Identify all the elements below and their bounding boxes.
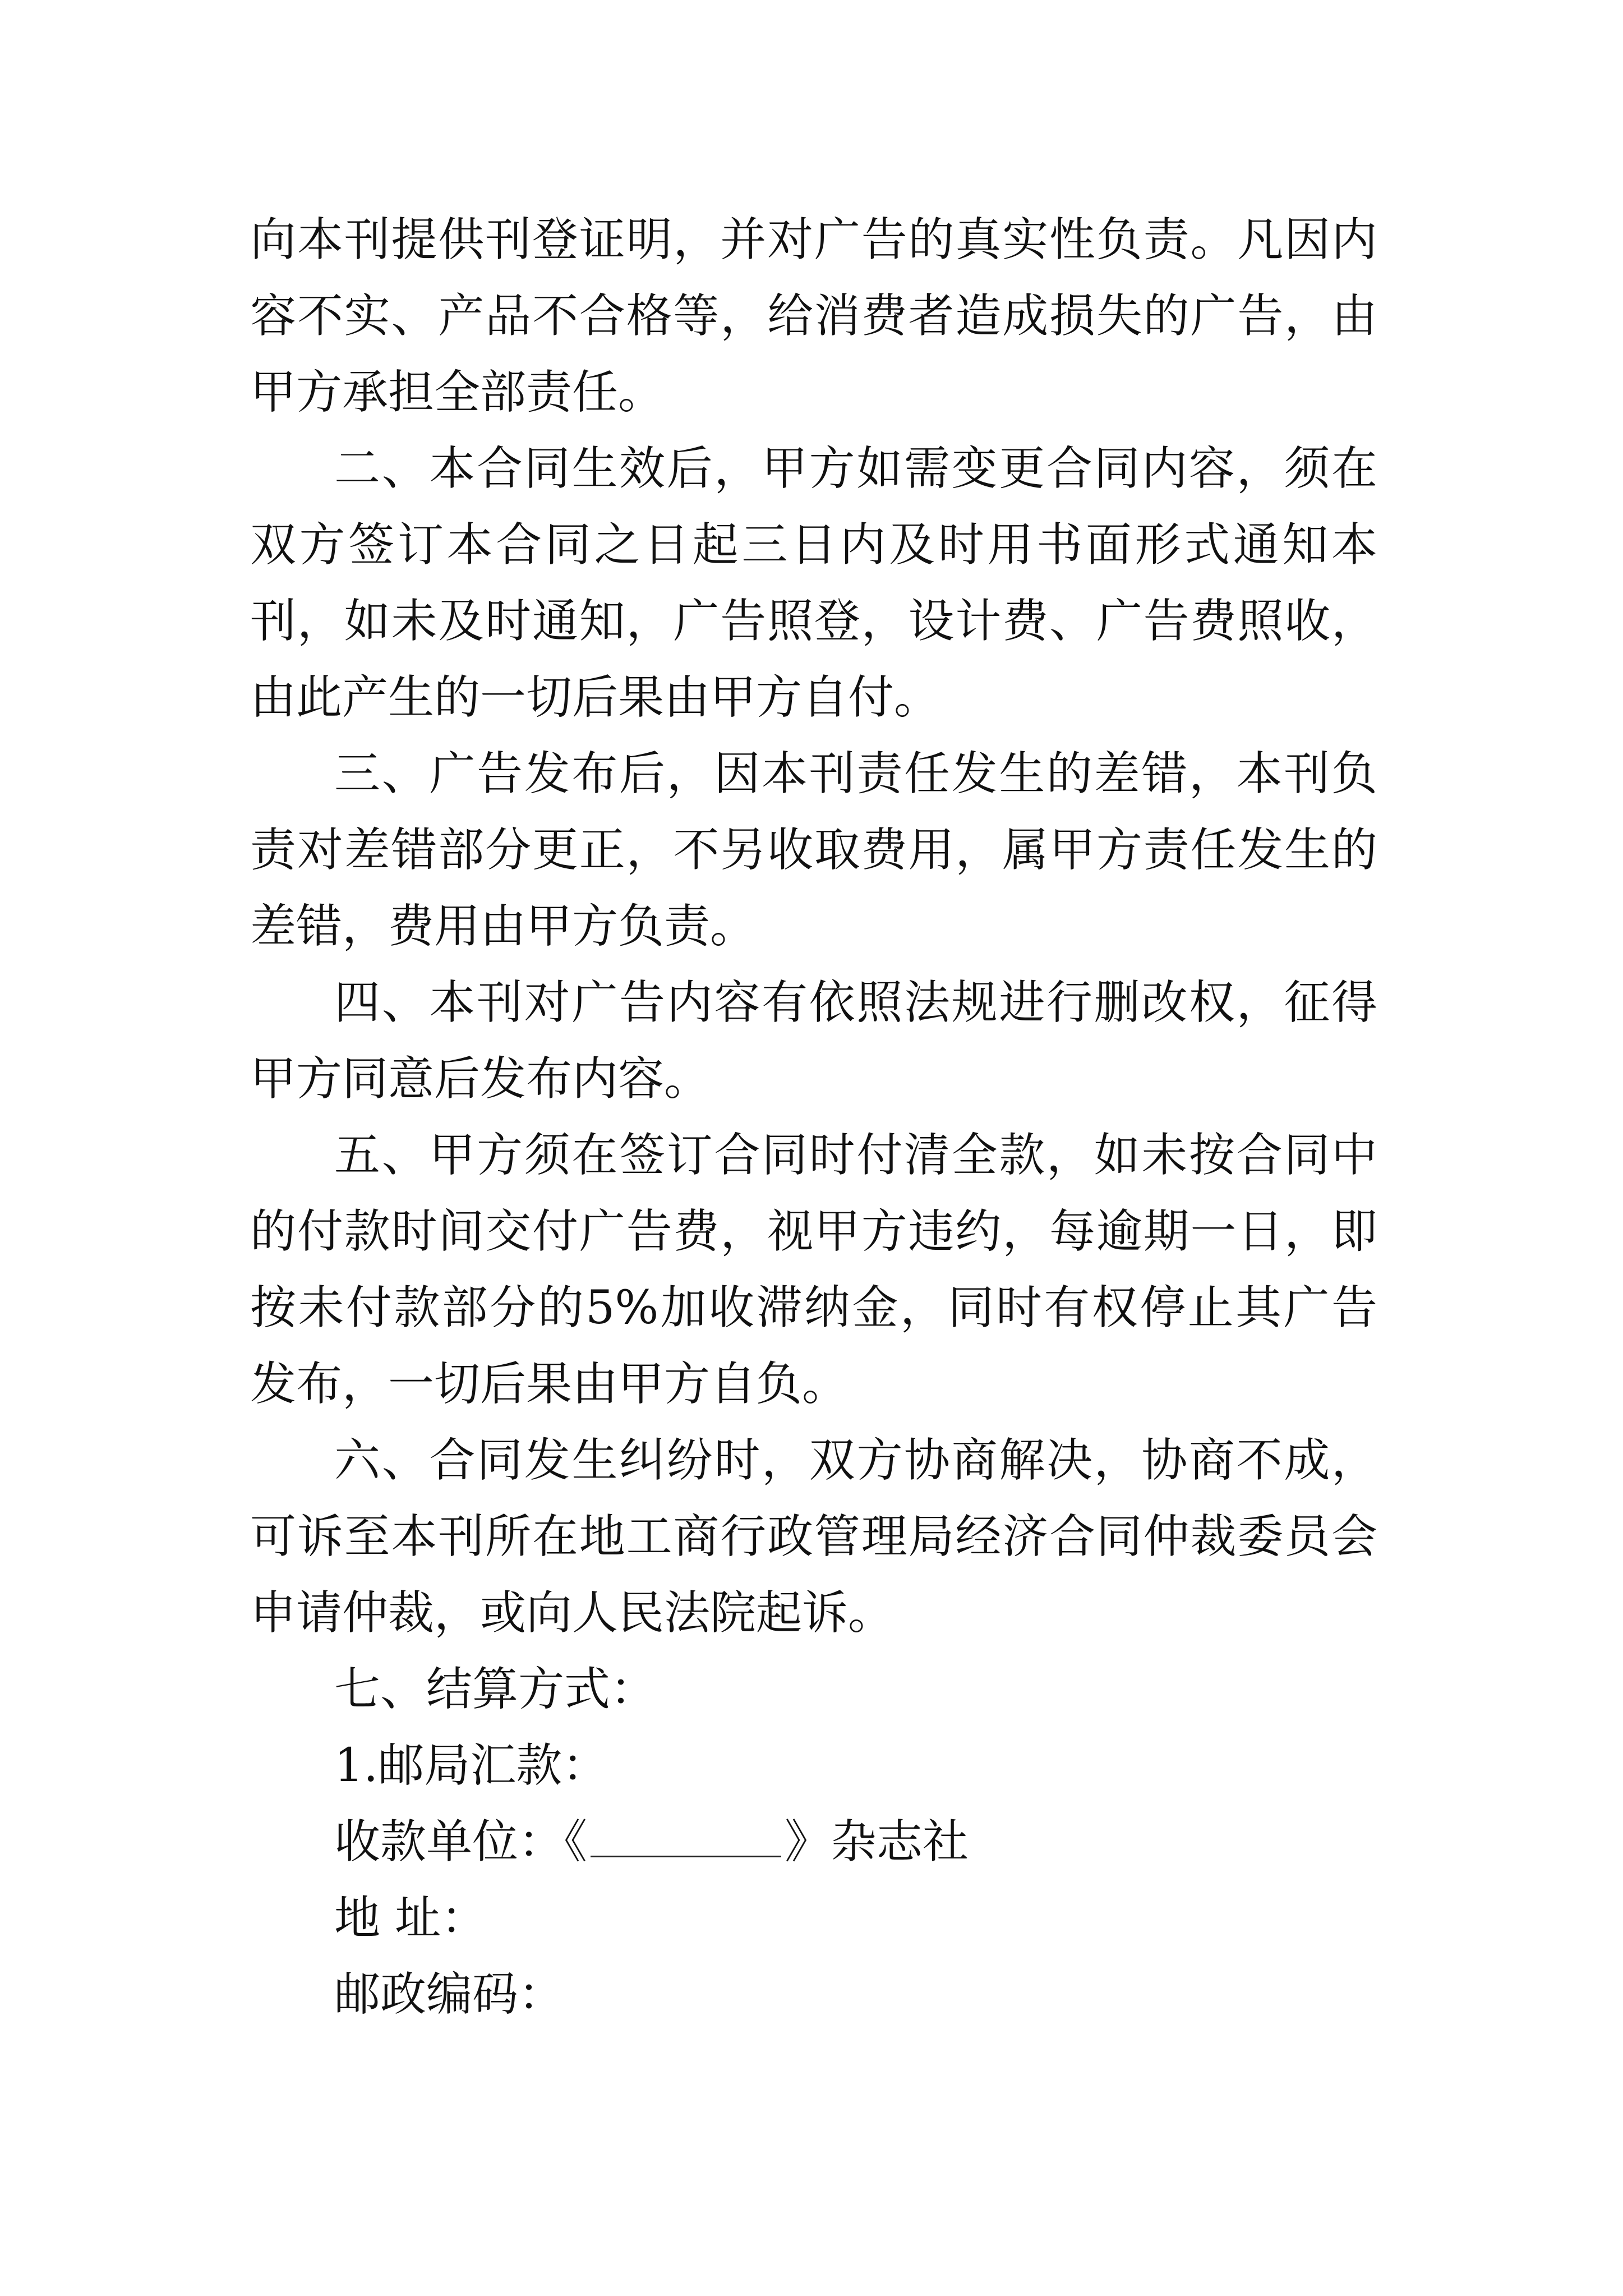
address-label: 地 址： <box>334 1892 487 1945</box>
payee-blank[interactable] <box>591 1816 781 1857</box>
paragraph-clause-4: 四、本刊对广告内容有依照法规进行删改权，征得甲方同意后发布内容。 <box>250 976 1377 1106</box>
settlement-method-postal: 1.邮局汇款： <box>334 1739 608 1792</box>
address-line <box>250 1880 1377 1957</box>
document-page <box>250 202 1377 2033</box>
postcode-label: 邮政编码： <box>334 1968 565 2021</box>
payee-suffix: 》杂志社 <box>785 1815 969 1869</box>
paragraph-clause-3: 三、广告发布后，因本刊责任发生的差错，本刊负责对差错部分更正，不另收取费用，属甲方责任发生的差错，费用由甲方负责。 <box>250 747 1377 953</box>
paragraph-advertiser-responsibility: 向本刊提供刊登证明，并对广告的真实性负责。凡因内容不实、产品不合格等，给消费者造成损失的广告，由甲方承担全部责任。 <box>250 213 1377 419</box>
paragraph-clause-5: 五、甲方须在签订合同时付清全款，如未按合同中的付款时间交付广告费，视甲方违约，每逾期一日，即按未付款部分的5%加收滞纳金，同时有权停止其广告发布，一切后果由甲方自负。 <box>250 1129 1377 1411</box>
settlement-heading: 七、结算方式： <box>334 1663 657 1716</box>
payee-line <box>250 1804 1377 1880</box>
paragraph-clause-2: 二、本合同生效后，甲方如需变更合同内容，须在双方签订本合同之日起三日内及时用书面形式通知本刊，如未及时通知，广告照登，设计费、广告费照收，由此产生的一切后果由甲方自付。 <box>250 442 1377 724</box>
postcode-line <box>250 1957 1377 2033</box>
paragraph-clause-6: 六、合同发生纠纷时，双方协商解决，协商不成，可诉至本刊所在地工商行政管理局经济合同仲裁委员会申请仲裁，或向人民法院起诉。 <box>250 1434 1377 1640</box>
payee-label: 收款单位：《 <box>334 1815 588 1869</box>
